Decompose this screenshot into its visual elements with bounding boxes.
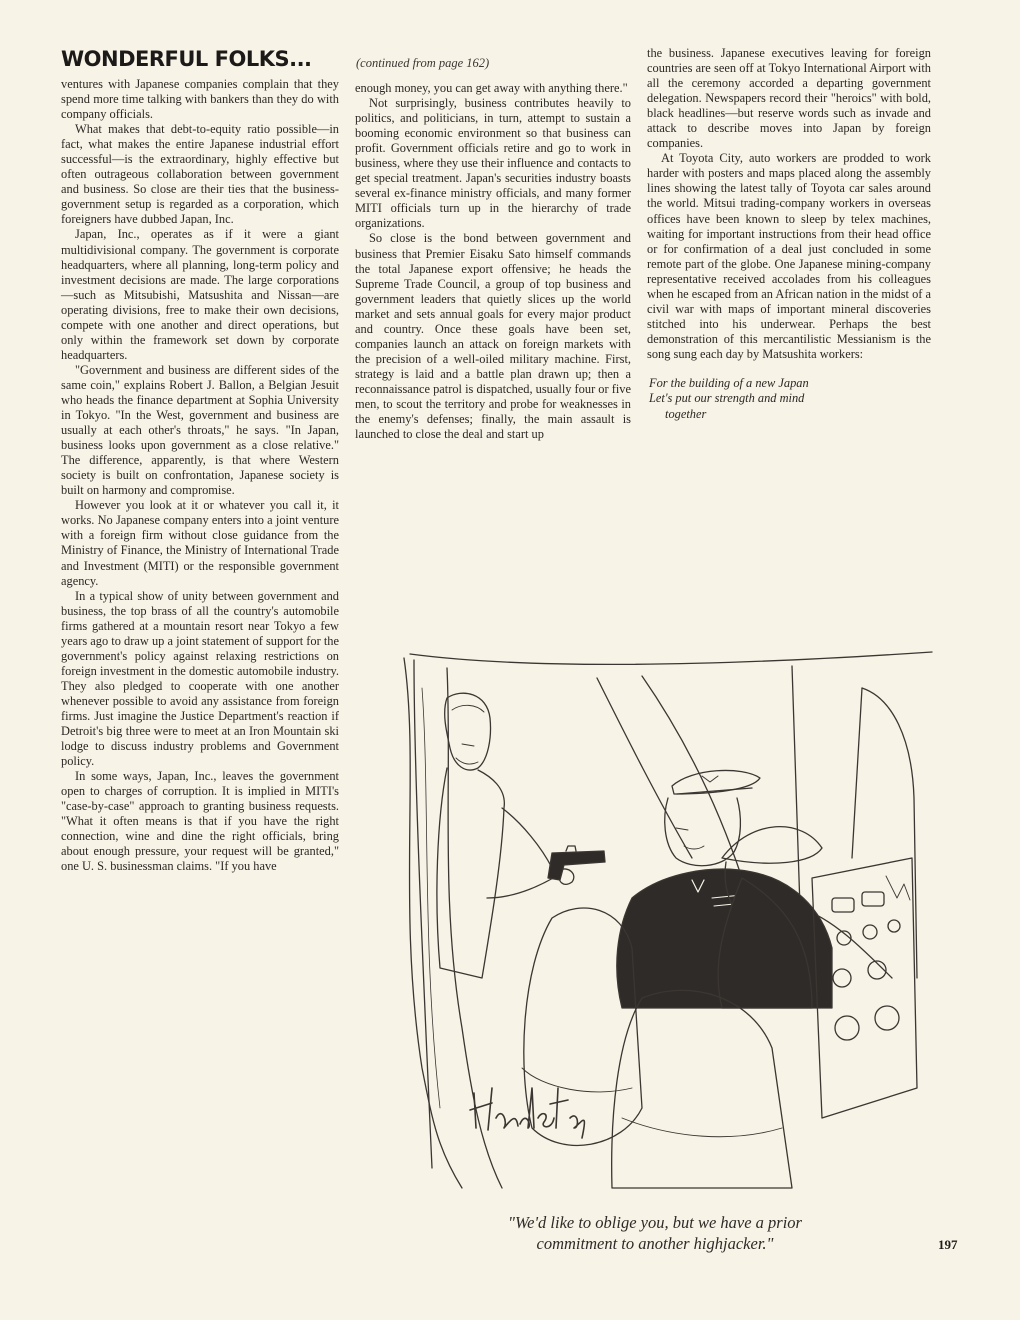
caption-line: commitment to another highjacker." [536,1234,774,1253]
caption-line: "We'd like to oblige you, but we have a prior [508,1213,802,1232]
paragraph: enough money, you can get away with anything there." [355,81,628,95]
cockpit-window-frame [410,652,932,664]
paragraph: the business. Japanese executives leaving for foreign countries are seen off at Tokyo International Airport with all the ceremony accorded a departing government delegation. Newspapers record their "heroics" with bold, black headlines—but reserve words such as invade and attack to describe moves into Japan by foreign companies. [647,46,931,151]
paragraph: However you look at it or whatever you call it, it works. No Japanese company enters into a joint venture with a foreign firm without close guidance from the Ministry of Finance, the Ministry of International Trade and Investment (MITI) or the responsible government agency. [61,498,339,588]
paragraph: ventures with Japanese companies complain that they spend more time talking with bankers than they do with company officials. [61,77,339,122]
artist-signature [470,1088,584,1138]
curtain [404,658,462,1188]
paragraph: In a typical show of unity between government and business, the top brass of all the country's automobile firms gathered at a mountain resort near Tokyo a few years ago to draw up a joint statement of support for the government's policy against relaxing restrictions on foreign investment in the domestic automobile industry. They also pledged to cooperate with one another whenever possible to avoid any assistance from foreign firms. Just imagine the Justice Department's reaction if Detroit's big three were to meet at an Iron Mountain ski lodge to discuss industry problems and Government policy. [61,588,339,769]
paragraph: At Toyota City, auto workers are prodded to work harder with posters and maps placed along the assembly lines showing the latest tally of Toyota car sales around the world. Mitsui trading-company workers in overseas offices have been known to sleep by telex machines, waiting for important instructions from their head office or for confirmation of a deal just concluded in some remote part of the globe. One Japanese mining-company representative received accolades from his colleagues when he escaped from an African nation in the midst of a civil war with maps of important mineral discoveries stitched into his underwear. Perhaps the best demonstration of this mercantilistic Messianism is the song sung each day by Matsushita workers: [647,151,931,361]
cartoon-caption [440,1212,870,1254]
paragraph: In some ways, Japan, Inc., leaves the government open to charges of corruption. It is implied in MITI's "case-by-case" approach to granting business requests. "What it often means is that if you have the right connection, wine and dine the right officials, bring about enough pressure, your request will be granted," one U. S. businessman claims. "If you have [61,769,339,874]
article-headline: WONDERFUL FOLKS... [61,47,312,71]
paragraph: So close is the bond between government and business that Premier Eisaku Sato himself commands the total Japanese export offensive; he heads the Supreme Trade Council, a group of top business and government leaders that quietly slices up the world market and sets annual goals for every major product and country. Once these goals have been set, companies launch an attack on foreign markets with the precision of a well-oiled military machine. First, strategy is laid and a battle plan drawn up; then a reconnaissance patrol is dispatched, usually four or five men, to scout the territory and probe for weaknesses in the enemy's defenses; finally, the main assault is launched to close the deal and start up [355,231,631,442]
paragraph: Japan, Inc., operates as if it were a giant multidivisional company. The government is corporate headquarters, where all planning, long-term policy and investment decisions are made. The large corporations—such as Mitsubishi, Matsushita and Nissan—are operating divisions, free to make their own decisions, compete with one another and direct operations, but only within the framework set down by corporate headquarters. [61,227,339,362]
paragraph: What makes that debt-to-equity ratio possible—in fact, what makes the entire Japanese industrial effort successful—is the extraordinary, highly effective but often outrageous collaboration between government and business. So close are their ties that the business-government setup is regarded as a corporation, which foreigners have dubbed Japan, Inc. [61,122,339,227]
text-column-3 [647,46,931,422]
copilot-seat [612,990,792,1188]
song-line: For the building of a new Japan [649,375,809,390]
pistol-icon [548,846,605,880]
page-number: 197 [938,1237,958,1252]
paragraph: "Government and business are different sides of the same coin," explains Robert J. Ballon, a Belgian Jesuit who heads the finance department at Sophia University in Tokyo. "In the West, government and business are usually at each other's throats," he says. "In Japan, business looks upon government as a close relative." The difference, apparently, is that where Western society is built on confrontation, Japanese society is built on harmony and compromise. [61,362,339,498]
text-column-1 [61,77,339,874]
text-column-2 [355,81,631,442]
song-verse [647,376,931,423]
song-line: Let's put our strength and mind [649,391,805,406]
paragraph: Not surprisingly, business contributes heavily to politics, and politicians, in turn, attempt to sustain a booming economic environment so that business can profit. Government officials retire and go to work in business, where they use their influence and contacts to get special treatment. Japan's securities industry boasts several ex-finance ministry officials, and many former MITI officials turn up in the hierarchy of trade organizations. [355,96,631,231]
hijacker-figure [437,693,574,978]
song-line: together [665,406,707,421]
cartoon-illustration [392,648,947,1193]
continued-note: (continued from page 162) [356,56,490,70]
